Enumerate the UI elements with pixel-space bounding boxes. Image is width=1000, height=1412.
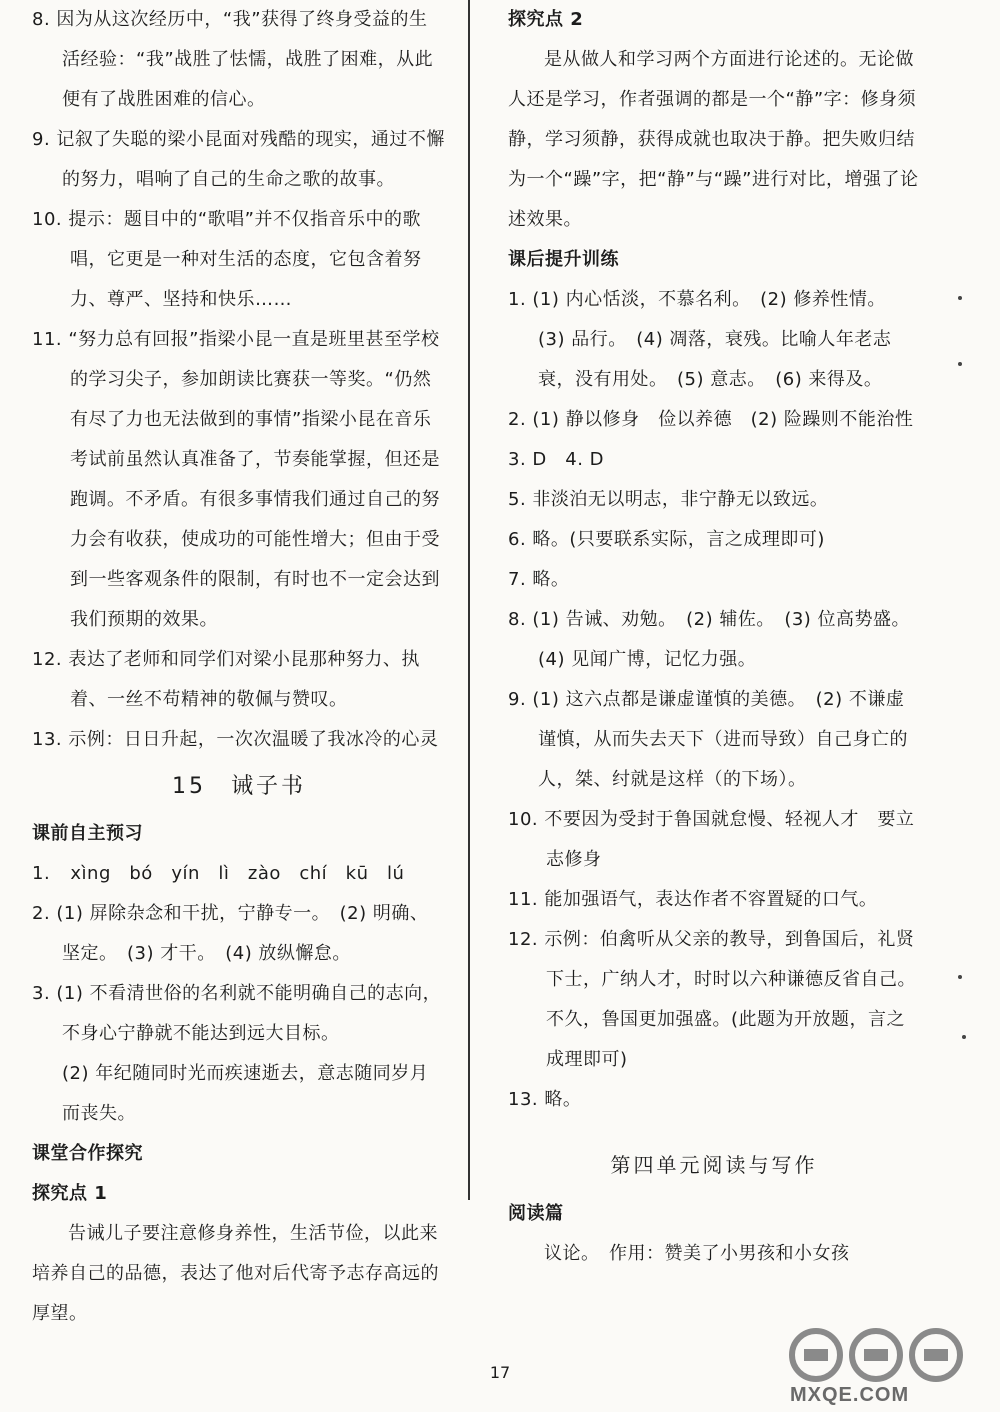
training-answer-3-4: 3. D 4. D bbox=[508, 449, 605, 470]
training-answer-5: 5. 非淡泊无以明志，非宁静无以致远。 bbox=[508, 489, 829, 510]
training-answer-12: 12. 示例：伯禽听从父亲的教导，到鲁国后，礼贤下士，广纳人才，时时以六种谦德反省自己。不久，鲁国更加强盛。(此题为开放题，言之成理即可) bbox=[508, 929, 916, 1070]
answer-12: 12. 表达了老师和同学们对梁小昆那种努力、执着、一丝不苟精神的敬佩与赞叹。 bbox=[32, 649, 420, 710]
answer-8: 8. 因为从这次经历中，“我”获得了终身受益的生活经验：“我”战胜了怯懦，战胜了困难，从此便有了战胜困难的信心。 bbox=[32, 9, 434, 110]
watermark-text: MXQE.COM bbox=[790, 1384, 910, 1406]
right-column bbox=[508, 0, 920, 1274]
scan-speck bbox=[958, 362, 962, 366]
training-answer-13: 13. 略。 bbox=[508, 1089, 582, 1110]
training-answer-1: 1. (1) 内心恬淡，不慕名利。 (2) 修养性情。 (3) 品行。 (4) 凋落，衰残。比喻人年老志衰，没有用处。 (5) 意志。 (6) 来得及。 bbox=[508, 289, 896, 390]
preview-answer-1: 1. xìng bó yín lì zào chí kū lú bbox=[32, 863, 405, 884]
scan-speck bbox=[958, 296, 962, 300]
after-class-heading: 课后提升训练 bbox=[508, 249, 619, 270]
inquiry-point-2-heading: 探究点 2 bbox=[508, 9, 584, 30]
training-answer-2: 2. (1) 静以修身 俭以养德 (2) 险躁则不能治性 bbox=[508, 409, 914, 430]
training-answer-6: 6. 略。(只要联系实际，言之成理即可) bbox=[508, 529, 825, 550]
answer-9: 9. 记叙了失聪的梁小昆面对残酷的现实，通过不懈的努力，唱响了自己的生命之歌的故事。 bbox=[32, 129, 445, 190]
preview-answer-3a: 3. (1) 不看清世俗的名利就不能明确自己的志向，不身心宁静就不能达到远大目标。 bbox=[32, 983, 442, 1044]
inquiry-point-2-text: 是从做人和学习两个方面进行论述的。无论做人还是学习，作者强调的都是一个“静”字：修身须静，学习须静，获得成就也取决于静。把失败归结为一个“躁”字，把“静”与“躁”进行对比，增强了论述效果。 bbox=[508, 49, 919, 230]
preview-answer-3b: (2) 年纪随同时光而疾速逝去，意志随同岁月而丧失。 bbox=[62, 1063, 429, 1124]
cooperation-heading: 课堂合作探究 bbox=[32, 1143, 143, 1164]
column-divider bbox=[468, 0, 470, 1200]
reading-heading: 阅读篇 bbox=[508, 1203, 564, 1224]
reading-text: 议论。 作用：赞美了小男孩和小女孩 bbox=[544, 1243, 850, 1264]
inquiry-point-1-heading: 探究点 1 bbox=[32, 1183, 108, 1204]
page-number: 17 bbox=[489, 1363, 511, 1382]
answer-13: 13. 示例：日日升起，一次次温暖了我冰冷的心灵 bbox=[32, 729, 439, 750]
answer-10: 10. 提示：题目中的“歌唱”并不仅指音乐中的歌唱，它更是一种对生活的态度，它包含着努力、尊严、坚持和快乐…… bbox=[32, 209, 422, 310]
scan-speck bbox=[962, 1035, 966, 1039]
preview-heading: 课前自主预习 bbox=[32, 823, 143, 844]
left-column bbox=[32, 0, 446, 1334]
training-answer-11: 11. 能加强语气，表达作者不容置疑的口气。 bbox=[508, 889, 878, 910]
training-answer-7: 7. 略。 bbox=[508, 569, 570, 590]
unit-title: 第四单元阅读与写作 bbox=[610, 1153, 818, 1177]
inquiry-point-1-text: 告诫儿子要注意修身养性，生活节俭，以此来培养自己的品德，表达了他对后代寄予志存高远的厚望。 bbox=[32, 1223, 439, 1324]
answer-11: 11. “努力总有回报”指梁小昆一直是班里甚至学校的学习尖子，参加朗读比赛获一等奖。“仍然有尽了力也无法做到的事情”指梁小昆在音乐考试前虽然认真准备了，节奏能掌握，但还是跑调。不矛盾。有很多事情我们通过自己的努力会有收获，使成功的可能性增大；但由于受到一些客观条件的限制，有时也不一定会达到我们预期的效果。 bbox=[32, 329, 440, 630]
scan-speck bbox=[958, 975, 962, 979]
training-answer-9: 9. (1) 这六点都是谦虚谨慎的美德。 (2) 不谦虚谨慎，从而失去天下（进而导致）自己身亡的人，桀、纣就是这样（的下场）。 bbox=[508, 689, 908, 790]
training-answer-10: 10. 不要因为受封于鲁国就怠慢、轻视人才 要立志修身 bbox=[508, 809, 915, 870]
preview-answer-2: 2. (1) 屏除杂念和干扰，宁静专一。 (2) 明确、坚定。 (3) 才干。 (4) 放纵懈怠。 bbox=[32, 903, 429, 964]
lesson-title: 15 诫子书 bbox=[172, 774, 306, 799]
training-answer-8: 8. (1) 告诫、劝勉。 (2) 辅佐。 (3) 位高势盛。 (4) 见闻广博，记忆力强。 bbox=[508, 609, 920, 670]
